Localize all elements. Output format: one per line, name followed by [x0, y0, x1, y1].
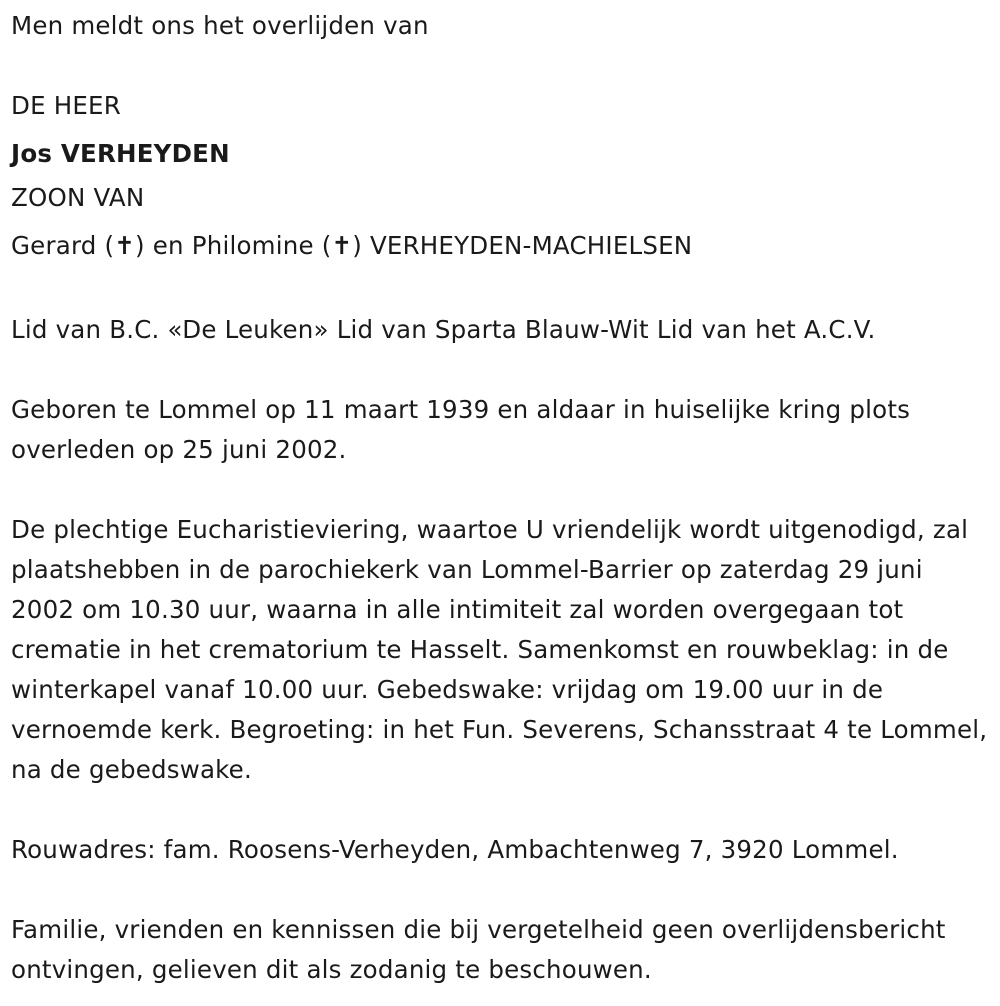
ceremony-paragraph: De plechtige Eucharistieviering, waartoe U vriendelijk wordt uitgenodigd, zal plaatshebben in de parochiekerk van Lommel-Barrier op zaterdag 29 juni 2002 om 10.30 uur, waarna in alle intimiteit zal worden overgegaan tot crematie in het crematorium te Hasselt. Samenkomst en rouwbeklag: in de winterkapel vanaf 10.00 uur. Gebedswake: vrijdag om 19.00 uur in de vernoemde kerk. Begroeting: in het Fun. Severens, Schansstraat 4 te Lommel, na de gebedswake. — [11, 515, 988, 784]
birth-death-paragraph: Geboren te Lommel op 11 maart 1939 en aldaar in huiselijke kring plots overleden op 25 juni 2002. — [11, 395, 911, 464]
title-line: DE HEER — [11, 91, 121, 120]
death-notice — [11, 6, 991, 990]
relation-label: ZOON VAN — [11, 183, 145, 212]
parents-line: Gerard (✝) en Philomine (✝) VERHEYDEN-MACHIELSEN — [11, 231, 693, 260]
memberships-line: Lid van B.C. «De Leuken» Lid van Sparta Blauw-Wit Lid van het A.C.V. — [11, 315, 876, 344]
deceased-name: Jos VERHEYDEN — [11, 139, 230, 168]
intro-line: Men meldt ons het overlijden van — [11, 11, 429, 40]
address-line: Rouwadres: fam. Roosens-Verheyden, Ambachtenweg 7, 3920 Lommel. — [11, 835, 899, 864]
closing-paragraph: Familie, vrienden en kennissen die bij vergetelheid geen overlijdensbericht ontvingen, gelieven dit als zodanig te beschouwen. — [11, 915, 946, 984]
